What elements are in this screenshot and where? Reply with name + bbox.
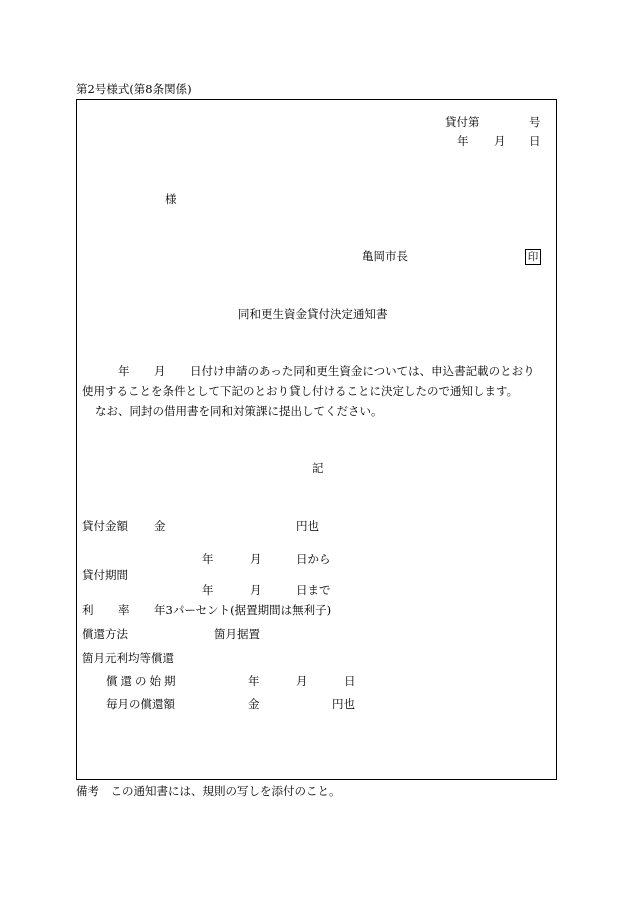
seal-mark: 印 xyxy=(525,249,541,265)
note: 備考 この通知書には、規則の写しを添付のこと。 xyxy=(76,784,341,798)
repay-method-label: 償還方法 xyxy=(82,627,128,641)
monthly-yen: 円也 xyxy=(332,697,355,711)
rate-label-2: 率 xyxy=(118,603,130,617)
period-label: 貸付期間 xyxy=(82,568,128,582)
monthly-kin: 金 xyxy=(248,697,260,711)
period-to-month: 月 xyxy=(250,583,262,597)
body-line-2: 使用することを条件として下記のとおり貸し付けることに決定したので通知します。 xyxy=(82,384,519,398)
repay-method-value: 箇月据置 xyxy=(214,627,260,641)
form-number: 第2号様式(第8条関係) xyxy=(76,82,192,96)
date-month: 月 xyxy=(494,134,506,148)
amount-kin: 金 xyxy=(154,519,166,533)
date-day: 日 xyxy=(529,134,541,148)
rate-value: 年3パーセント(据置期間は無利子) xyxy=(154,603,332,617)
period-from-year: 年 xyxy=(202,552,214,566)
body-line-1: 日付け申請のあった同和更生資金については、申込書記載のとおり xyxy=(190,364,535,378)
issuer: 亀岡市長 xyxy=(362,249,408,263)
period-to-year: 年 xyxy=(202,583,214,597)
body-line-3: なお、同封の借用書を同和対策課に提出してください。 xyxy=(95,404,383,418)
period-to-day: 日まで xyxy=(296,583,331,597)
date-year: 年 xyxy=(457,134,469,148)
loan-number-suffix: 号 xyxy=(529,115,541,129)
document-title: 同和更生資金貸付決定通知書 xyxy=(238,307,388,321)
period-from-month: 月 xyxy=(250,552,262,566)
repay-start-day: 日 xyxy=(344,674,356,688)
rate-label-1: 利 xyxy=(82,603,94,617)
loan-number-prefix: 貸付第 xyxy=(445,115,480,129)
repay-start-label: 償還の始期 xyxy=(106,674,179,688)
amount-yen: 円也 xyxy=(296,519,319,533)
addressee-suffix: 様 xyxy=(165,192,177,206)
period-from-day: 日から xyxy=(296,552,331,566)
ki-heading: 記 xyxy=(312,461,324,475)
amount-label: 貸付金額 xyxy=(82,519,128,533)
repay-start-month: 月 xyxy=(296,674,308,688)
repay-type: 箇月元利均等償還 xyxy=(82,651,174,665)
body-year: 年 xyxy=(118,364,130,378)
body-month: 月 xyxy=(154,364,166,378)
monthly-label: 毎月の償還額 xyxy=(106,697,175,711)
repay-start-year: 年 xyxy=(248,674,260,688)
